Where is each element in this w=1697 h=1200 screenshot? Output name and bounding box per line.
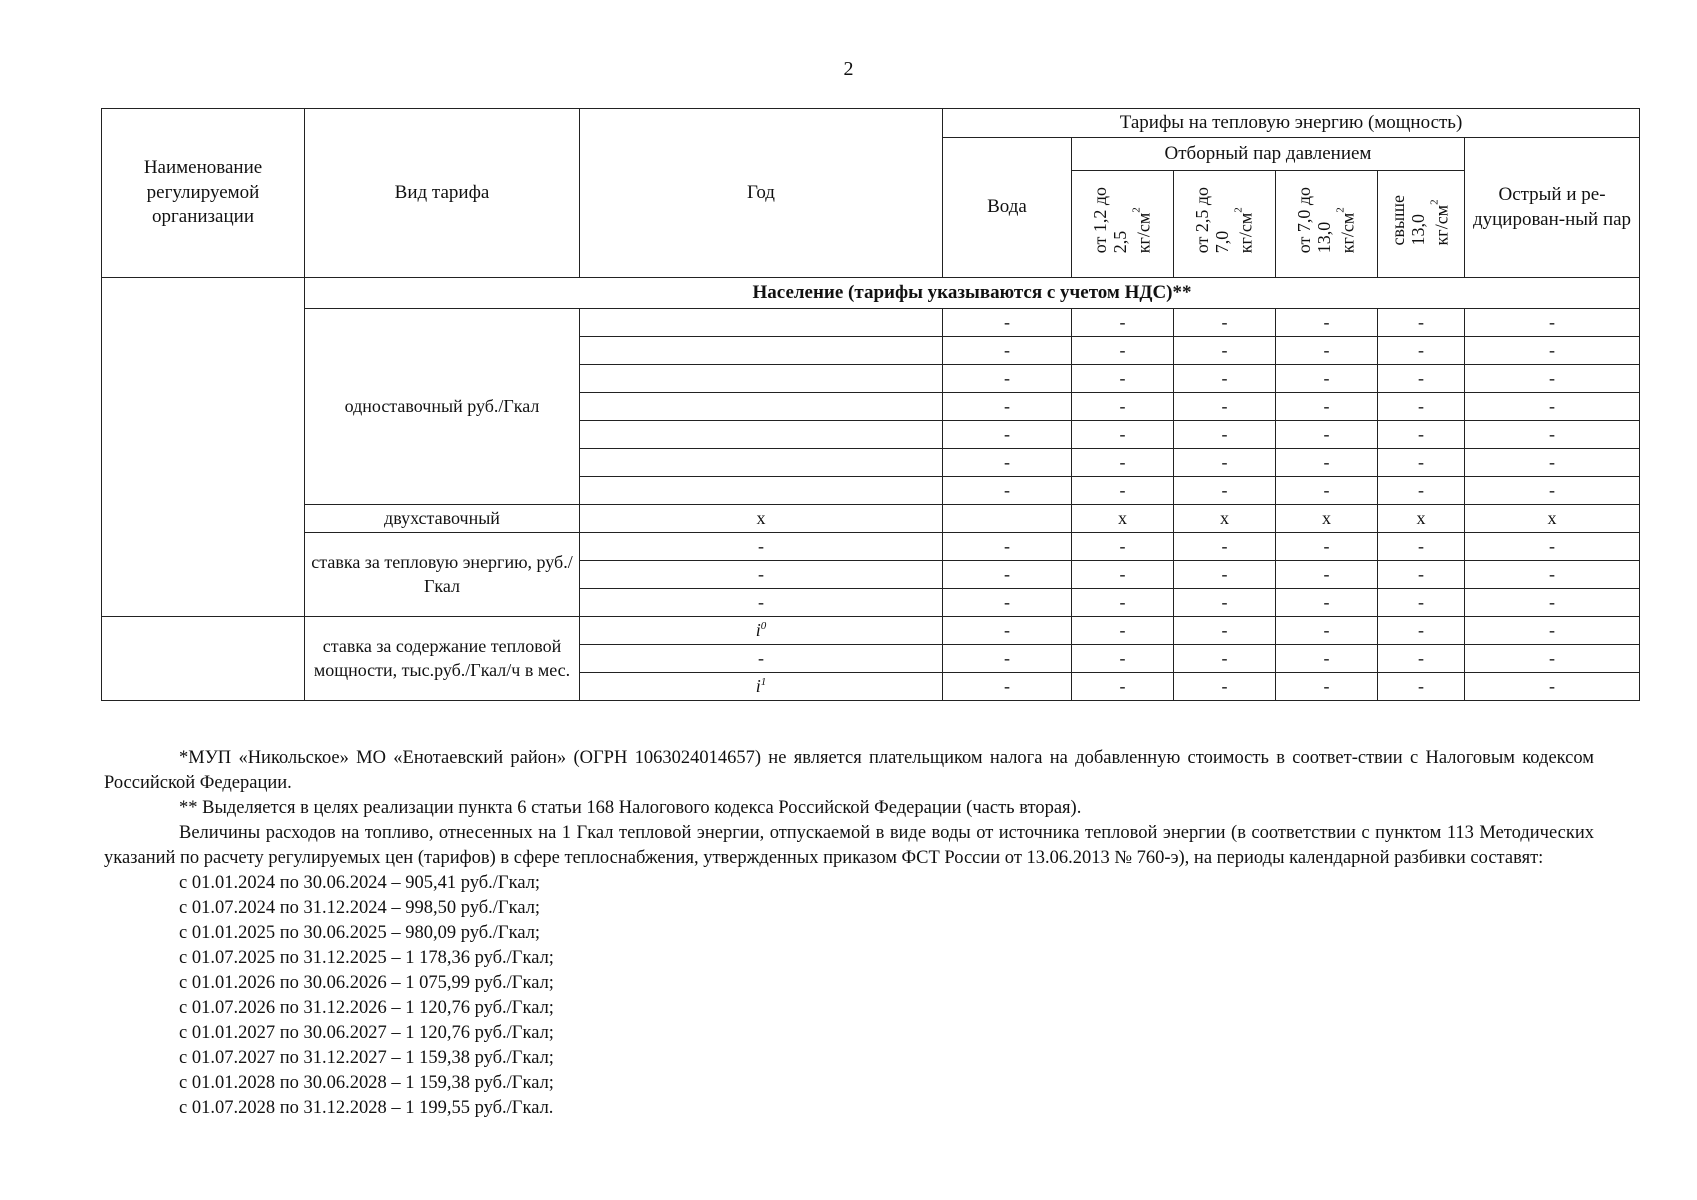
- dash-cell: -: [943, 561, 1072, 589]
- dash-cell: -: [1378, 561, 1465, 589]
- dash-cell: -: [1072, 589, 1174, 617]
- x-cell: x: [1465, 505, 1640, 533]
- dash-cell: -: [1465, 589, 1640, 617]
- dash-cell: -: [1072, 365, 1174, 393]
- note-vat-exempt: *МУП «Никольское» МО «Енотаевский район» (ОГРН 1063024014657) не является плательщиком налога на добавленную стоимость в соответ-ствии с Налоговым кодексом Российской Федерации.: [104, 748, 1594, 793]
- org-name-cell-2: [102, 617, 305, 701]
- dash-cell: -: [1072, 533, 1174, 561]
- period-item: с 01.07.2024 по 31.12.2024 – 998,50 руб./Гкал;: [179, 898, 541, 918]
- dash-cell: -: [580, 589, 943, 617]
- dash-cell: -: [580, 533, 943, 561]
- period-item: с 01.07.2026 по 31.12.2026 – 1 120,76 руб./Гкал;: [179, 998, 554, 1018]
- dash-cell: -: [1465, 617, 1640, 645]
- dash-cell: -: [580, 645, 943, 673]
- year-cell: [580, 477, 943, 505]
- notes-section: [104, 746, 1594, 1121]
- dash-cell: -: [1276, 561, 1378, 589]
- header-pressure-4: свыше 13,0 $кг/см^2$: [1378, 171, 1465, 278]
- dash-cell: -: [1276, 393, 1378, 421]
- period-item: с 01.01.2025 по 30.06.2025 – 980,09 руб./Гкал;: [179, 923, 541, 943]
- dash-cell: -: [1174, 673, 1276, 701]
- dash-cell: -: [1378, 449, 1465, 477]
- single-rate-label: одноставочный руб./Гкал: [305, 309, 580, 505]
- year-i1-cell: $i^1$: [580, 673, 943, 701]
- period-item: с 01.01.2027 по 30.06.2027 – 1 120,76 руб./Гкал;: [179, 1023, 554, 1043]
- dash-cell: -: [1465, 449, 1640, 477]
- dash-cell: -: [1276, 309, 1378, 337]
- dash-cell: -: [943, 617, 1072, 645]
- dash-cell: -: [1174, 393, 1276, 421]
- year-i0-cell: $i^0$: [580, 617, 943, 645]
- header-water: Вода: [943, 138, 1072, 278]
- x-cell: x: [1072, 505, 1174, 533]
- dash-cell: -: [1174, 449, 1276, 477]
- dash-cell: -: [943, 589, 1072, 617]
- dash-cell: -: [1276, 533, 1378, 561]
- dash-cell: -: [1174, 365, 1276, 393]
- dash-cell: -: [943, 477, 1072, 505]
- header-tariffs-title: Тарифы на тепловую энергию (мощность): [943, 109, 1640, 138]
- dash-cell: -: [1465, 365, 1640, 393]
- header-org-name: Наименование регулируемой организации: [102, 109, 305, 278]
- dash-cell: -: [1072, 561, 1174, 589]
- dash-cell: -: [943, 421, 1072, 449]
- header-sharp-steam: Острый и ре-дуцирован-ный пар: [1465, 138, 1640, 278]
- dash-cell: -: [1276, 645, 1378, 673]
- note-fuel-costs: Величины расходов на топливо, отнесенных на 1 Гкал тепловой энергии, отпускаемой в виде воды от источника тепловой энергии (в соответствии с пунктом 113 Методических указаний по расчету регулируемых цен (тарифов) в сфере теплоснабжения, утвержденных приказом ФСТ России от 13.06.2013 № 760-э), на периоды календарной разбивки составят:: [104, 823, 1594, 868]
- note-vat-allocation: ** Выделяется в целях реализации пункта 6 статьи 168 Налогового кодекса Российской Федерации (часть вторая).: [179, 798, 1082, 818]
- org-name-cell: [102, 278, 305, 617]
- two-rate-label: двухставочный: [305, 505, 580, 533]
- dash-cell: -: [1174, 477, 1276, 505]
- page-number: 2: [843, 58, 854, 80]
- capacity-rate-label: ставка за содержание тепловой мощности, тыс.руб./Гкал/ч в мес.: [305, 617, 580, 701]
- dash-cell: -: [1276, 477, 1378, 505]
- dash-cell: -: [1378, 421, 1465, 449]
- period-item: с 01.01.2028 по 30.06.2028 – 1 159,38 руб./Гкал;: [179, 1073, 554, 1093]
- dash-cell: -: [1465, 673, 1640, 701]
- dash-cell: -: [1174, 533, 1276, 561]
- dash-cell: -: [580, 561, 943, 589]
- dash-cell: -: [1276, 337, 1378, 365]
- period-item: с 01.07.2028 по 31.12.2028 – 1 199,55 руб./Гкал.: [179, 1098, 554, 1118]
- dash-cell: -: [943, 645, 1072, 673]
- header-year: Год: [580, 109, 943, 278]
- dash-cell: -: [1072, 393, 1174, 421]
- dash-cell: -: [943, 673, 1072, 701]
- dash-cell: -: [943, 309, 1072, 337]
- dash-cell: -: [1174, 617, 1276, 645]
- dash-cell: -: [943, 393, 1072, 421]
- dash-cell: -: [943, 449, 1072, 477]
- dash-cell: -: [1465, 393, 1640, 421]
- dash-cell: -: [1276, 589, 1378, 617]
- dash-cell: -: [1378, 645, 1465, 673]
- dash-cell: -: [1465, 561, 1640, 589]
- dash-cell: -: [1072, 617, 1174, 645]
- dash-cell: -: [1174, 561, 1276, 589]
- dash-cell: -: [1378, 309, 1465, 337]
- dash-cell: -: [1465, 309, 1640, 337]
- period-item: с 01.07.2027 по 31.12.2027 – 1 159,38 руб./Гкал;: [179, 1048, 554, 1068]
- dash-cell: -: [1072, 421, 1174, 449]
- header-tariff-type: Вид тарифа: [305, 109, 580, 278]
- dash-cell: -: [1378, 533, 1465, 561]
- dash-cell: -: [1465, 477, 1640, 505]
- dash-cell: -: [1276, 365, 1378, 393]
- dash-cell: -: [1465, 645, 1640, 673]
- dash-cell: -: [1276, 617, 1378, 645]
- dash-cell: -: [1378, 673, 1465, 701]
- year-cell: [580, 365, 943, 393]
- dash-cell: -: [1072, 477, 1174, 505]
- dash-cell: -: [1378, 589, 1465, 617]
- dash-cell: -: [1072, 673, 1174, 701]
- dash-cell: -: [1174, 421, 1276, 449]
- year-cell: [580, 449, 943, 477]
- dash-cell: -: [1174, 309, 1276, 337]
- header-pressure-1: от 1,2 до 2,5 $кг/см^2$: [1072, 171, 1174, 278]
- dash-cell: -: [1378, 477, 1465, 505]
- dash-cell: -: [1072, 309, 1174, 337]
- dash-cell: -: [1174, 337, 1276, 365]
- dash-cell: -: [1276, 673, 1378, 701]
- dash-cell: -: [1465, 337, 1640, 365]
- year-cell: [580, 309, 943, 337]
- dash-cell: -: [1072, 645, 1174, 673]
- dash-cell: -: [1174, 589, 1276, 617]
- header-pressure-3: от 7,0 до 13,0 $кг/см^2$: [1276, 171, 1378, 278]
- dash-cell: -: [943, 533, 1072, 561]
- period-item: с 01.01.2026 по 30.06.2026 – 1 075,99 руб./Гкал;: [179, 973, 554, 993]
- dash-cell: -: [1072, 337, 1174, 365]
- year-cell: [580, 393, 943, 421]
- period-item: с 01.01.2024 по 30.06.2024 – 905,41 руб./Гкал;: [179, 873, 541, 893]
- header-pressure-2: от 2,5 до 7,0 $кг/см^2$: [1174, 171, 1276, 278]
- dash-cell: -: [1378, 365, 1465, 393]
- tariff-table: [101, 108, 1640, 701]
- empty-cell: [943, 505, 1072, 533]
- dash-cell: -: [1378, 617, 1465, 645]
- period-item: с 01.07.2025 по 31.12.2025 – 1 178,36 руб./Гкал;: [179, 948, 554, 968]
- header-steam-group: Отборный пар давлением: [1072, 138, 1465, 171]
- x-cell: x: [1174, 505, 1276, 533]
- x-cell: x: [1378, 505, 1465, 533]
- dash-cell: -: [1378, 393, 1465, 421]
- dash-cell: -: [943, 337, 1072, 365]
- dash-cell: -: [1465, 421, 1640, 449]
- dash-cell: -: [1072, 449, 1174, 477]
- dash-cell: -: [1276, 449, 1378, 477]
- energy-rate-label: ставка за тепловую энергию, руб./Гкал: [305, 533, 580, 617]
- dash-cell: -: [1174, 645, 1276, 673]
- dash-cell: -: [1276, 421, 1378, 449]
- dash-cell: -: [943, 365, 1072, 393]
- year-cell: [580, 337, 943, 365]
- dash-cell: -: [1465, 533, 1640, 561]
- section-title: Население (тарифы указываются с учетом НДС)**: [305, 278, 1640, 309]
- year-cell: [580, 421, 943, 449]
- dash-cell: -: [1378, 337, 1465, 365]
- x-cell: x: [1276, 505, 1378, 533]
- x-cell: x: [580, 505, 943, 533]
